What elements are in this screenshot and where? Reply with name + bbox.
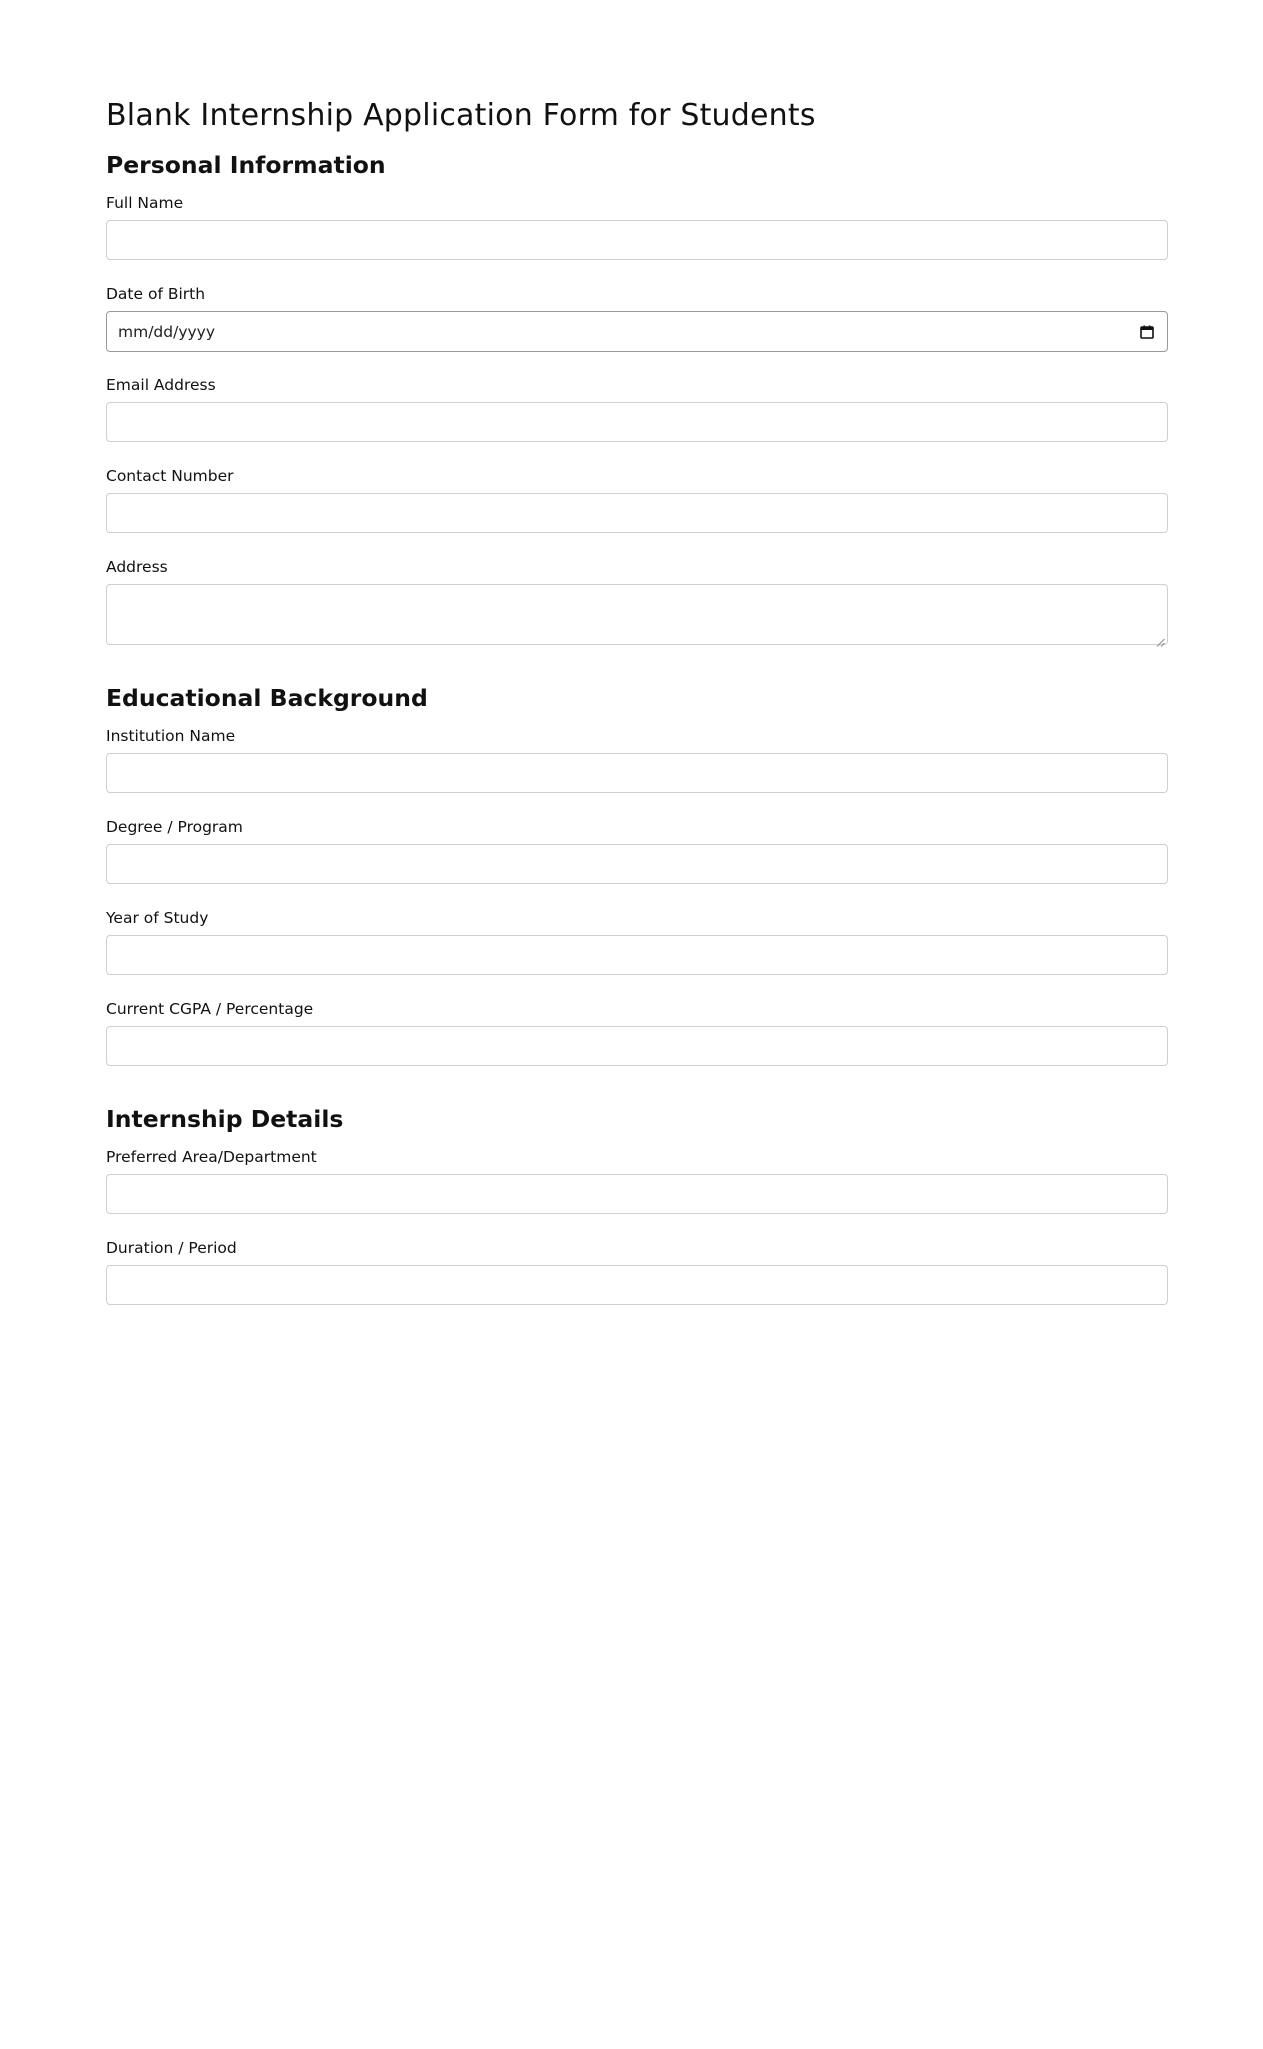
preferred-area-input[interactable] — [106, 1174, 1168, 1214]
form-title: Blank Internship Application Form for Students — [106, 98, 816, 133]
address-textarea[interactable] — [106, 584, 1168, 645]
duration-period-input[interactable] — [106, 1265, 1168, 1305]
date-of-birth-label: Date of Birth — [106, 285, 206, 303]
year-of-study-label: Year of Study — [106, 909, 209, 927]
institution-name-input[interactable] — [106, 753, 1168, 793]
contact-number-input[interactable] — [106, 493, 1168, 533]
degree-program-label: Degree / Program — [106, 818, 243, 836]
date-of-birth-placeholder: mm/dd/yyyy — [118, 322, 216, 341]
degree-program-input[interactable] — [106, 844, 1168, 884]
resize-handle-icon[interactable] — [1156, 633, 1165, 642]
email-address-label: Email Address — [106, 376, 216, 394]
current-cgpa-input[interactable] — [106, 1026, 1168, 1066]
email-address-input[interactable] — [106, 402, 1168, 442]
section-heading-personal-information: Personal Information — [106, 151, 386, 179]
year-of-study-input[interactable] — [106, 935, 1168, 975]
date-of-birth-input[interactable] — [106, 311, 1168, 352]
internship-application-form — [106, 94, 1168, 1305]
institution-name-label: Institution Name — [106, 727, 236, 745]
contact-number-label: Contact Number — [106, 467, 234, 485]
full-name-input[interactable] — [106, 220, 1168, 260]
section-heading-internship-details: Internship Details — [106, 1105, 344, 1133]
section-heading-educational-background: Educational Background — [106, 684, 428, 712]
current-cgpa-label: Current CGPA / Percentage — [106, 1000, 314, 1018]
address-label: Address — [106, 558, 168, 576]
full-name-label: Full Name — [106, 194, 184, 212]
preferred-area-label: Preferred Area/Department — [106, 1148, 317, 1166]
duration-period-label: Duration / Period — [106, 1239, 237, 1257]
calendar-icon[interactable] — [1140, 325, 1154, 339]
